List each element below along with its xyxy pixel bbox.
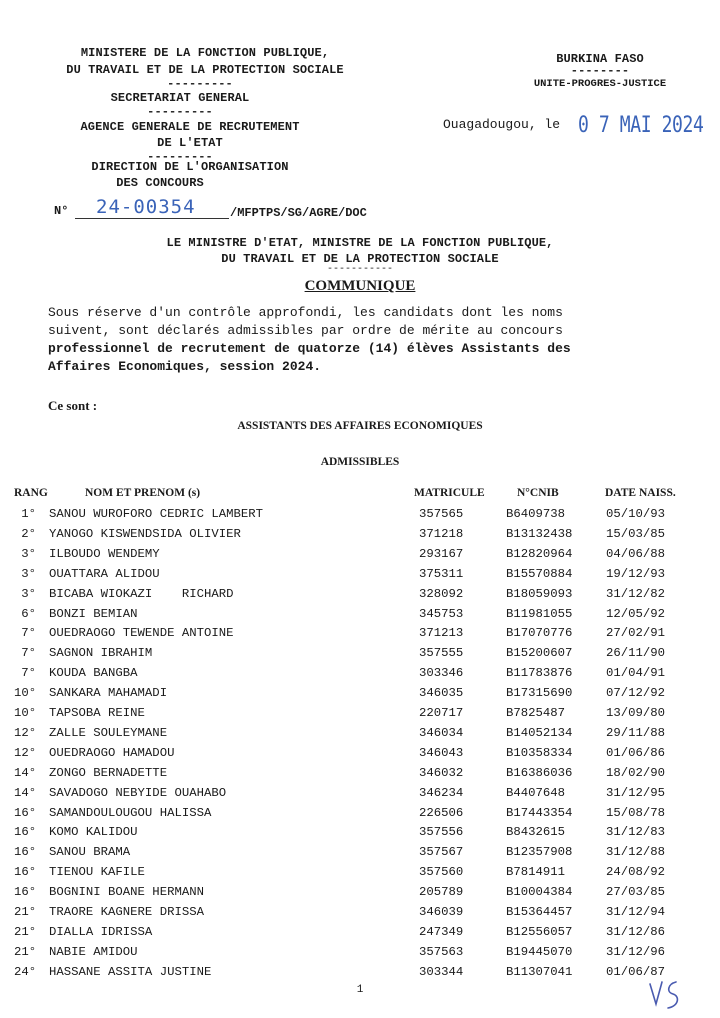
table-row — [0, 905, 720, 925]
rank-cell: 14° — [14, 785, 37, 800]
agency-line2: DE L'ETAT — [157, 136, 223, 150]
intro-line1: Sous réserve d'un contrôle approfondi, les candidats dont les noms — [48, 305, 563, 320]
rank-cell: 14° — [14, 765, 37, 780]
intro-line3: professionnel de recrutement de quatorze (14) élèves Assistants des — [48, 341, 571, 356]
name-cell: OUATTARA ALIDOU — [49, 566, 160, 581]
birth-date-cell: 29/11/88 — [606, 725, 666, 740]
rank-cell: 2° — [21, 526, 36, 541]
matricule-cell: 357560 — [419, 865, 464, 880]
place-prefix: Ouagadougou, le — [443, 117, 561, 132]
birth-date-cell: 31/12/95 — [606, 785, 666, 800]
matricule-cell: 357565 — [419, 507, 464, 521]
table-row — [0, 746, 720, 766]
matricule-cell: 346032 — [419, 765, 464, 780]
rank-cell: 16° — [14, 845, 37, 860]
page-number: 1 — [356, 984, 364, 996]
matricule-cell: 346234 — [419, 785, 464, 800]
table-row — [0, 786, 720, 806]
cnib-cell: B13132438 — [506, 526, 573, 541]
matricule-cell: 205789 — [419, 885, 464, 900]
birth-date-cell: 31/12/94 — [606, 905, 666, 919]
name-cell: OUEDRAOGO HAMADOU — [49, 745, 175, 760]
table-row — [0, 686, 720, 706]
intro-line2: suivent, sont déclarés admissibles par ordre de mérite au concours — [48, 323, 563, 338]
table-row — [0, 766, 720, 786]
cnib-cell: B10358334 — [506, 745, 573, 760]
cnib-cell: B12820964 — [506, 546, 573, 561]
name-cell: YANOGO KISWENDSIDA OLIVIER — [49, 526, 241, 541]
birth-date-cell: 24/08/92 — [606, 865, 666, 880]
separator: --------- — [147, 105, 213, 119]
rank-cell: 21° — [14, 905, 37, 919]
direction-line2: DES CONCOURS — [116, 176, 204, 190]
intro-line4: Affaires Economiques, session 2024. — [48, 359, 322, 374]
minister-line2: DU TRAVAIL ET DE LA PROTECTION SOCIALE — [221, 252, 499, 266]
cnib-cell: B6409738 — [506, 507, 566, 521]
birth-date-cell: 01/06/86 — [606, 745, 666, 760]
table-row — [0, 527, 720, 547]
matricule-cell: 220717 — [419, 706, 464, 720]
matricule-cell: 346035 — [419, 686, 464, 701]
name-cell: NABIE AMIDOU — [49, 944, 138, 959]
column-header-date: DATE NAISS. — [605, 487, 676, 499]
birth-date-cell: 04/06/88 — [606, 546, 666, 561]
cnib-cell: B7814911 — [506, 865, 566, 880]
table-row — [0, 945, 720, 965]
cnib-cell: B12556057 — [506, 924, 573, 939]
name-cell: ZONGO BERNADETTE — [49, 765, 168, 780]
matricule-cell: 328092 — [419, 586, 464, 601]
name-cell: OUEDRAOGO TEWENDE ANTOINE — [49, 626, 234, 641]
date-stamp: 0 7 MAI 2024 — [578, 113, 704, 138]
table-row — [0, 666, 720, 686]
matricule-cell: 371218 — [419, 526, 464, 541]
table-row — [0, 726, 720, 746]
cnib-cell: B15570884 — [506, 566, 573, 581]
matricule-cell: 375311 — [419, 566, 464, 581]
column-header-cnib: N°CNIB — [517, 487, 559, 499]
section-title: ASSISTANTS DES AFFAIRES ECONOMIQUES — [237, 420, 483, 432]
matricule-cell: 371213 — [419, 626, 464, 641]
cnib-cell: B17070776 — [506, 626, 573, 641]
matricule-cell: 303344 — [419, 964, 464, 979]
cnib-cell: B11307041 — [506, 964, 573, 979]
matricule-cell: 346039 — [419, 905, 464, 919]
rank-cell: 16° — [14, 885, 37, 900]
country-motto: UNITE-PROGRES-JUSTICE — [533, 78, 667, 90]
reference-number-stamp: 24-00354 — [96, 196, 196, 218]
name-cell: SAVADOGO NEBYIDE OUAHABO — [49, 785, 227, 800]
cnib-cell: B18059093 — [506, 586, 573, 601]
table-row — [0, 965, 720, 985]
name-cell: BOGNINI BOANE HERMANN — [49, 885, 204, 900]
ministry-line1: MINISTERE DE LA FONCTION PUBLIQUE, — [80, 46, 330, 60]
table-row — [0, 865, 720, 885]
rank-cell: 16° — [14, 805, 37, 820]
separator: -------- — [570, 64, 630, 78]
name-cell: SANOU BRAMA — [49, 845, 131, 860]
birth-date-cell: 31/12/88 — [606, 845, 666, 860]
cnib-cell: B8432615 — [506, 825, 566, 840]
rank-cell: 21° — [14, 944, 37, 959]
ce-sont-label: Ce sont : — [48, 398, 98, 413]
birth-date-cell: 01/06/87 — [606, 964, 666, 979]
table-row — [0, 925, 720, 945]
rank-cell: 24° — [14, 964, 37, 979]
cnib-cell: B11981055 — [506, 606, 573, 621]
birth-date-cell: 07/12/92 — [606, 686, 666, 701]
name-cell: ZALLE SOULEYMANE — [49, 725, 168, 740]
rank-cell: 10° — [14, 686, 37, 701]
name-cell: SANKARA MAHAMADI — [49, 686, 168, 701]
name-cell: TRAORE KAGNERE DRISSA — [49, 905, 204, 919]
agency-line1: AGENCE GENERALE DE RECRUTEMENT — [80, 120, 300, 134]
name-cell: SANOU WUROFORO CEDRIC LAMBERT — [49, 507, 264, 521]
table-row — [0, 885, 720, 905]
column-header-matricule: MATRICULE — [414, 487, 485, 499]
table-row — [0, 825, 720, 845]
cnib-cell: B17315690 — [506, 686, 573, 701]
document-title: COMMUNIQUE — [304, 278, 416, 294]
separator: --------- — [147, 150, 213, 164]
column-header-rank: RANG — [14, 487, 48, 499]
birth-date-cell: 26/11/90 — [606, 646, 666, 661]
matricule-cell: 346043 — [419, 745, 464, 760]
name-cell: KOMO KALIDOU — [49, 825, 138, 840]
matricule-cell: 357555 — [419, 646, 464, 661]
matricule-cell: 293167 — [419, 546, 464, 561]
rank-cell: 3° — [21, 586, 36, 601]
birth-date-cell: 27/03/85 — [606, 885, 666, 900]
cnib-cell: B14052134 — [506, 725, 573, 740]
matricule-cell: 226506 — [419, 805, 464, 820]
birth-date-cell: 31/12/96 — [606, 944, 666, 959]
country-name: BURKINA FASO — [556, 52, 644, 66]
reference-underline — [75, 218, 229, 219]
rank-cell: 6° — [21, 606, 36, 621]
ministry-line2: DU TRAVAIL ET DE LA PROTECTION SOCIALE — [66, 63, 344, 77]
rank-cell: 1° — [21, 507, 36, 521]
matricule-cell: 247349 — [419, 924, 464, 939]
column-header-name: NOM ET PRENOM (s) — [85, 487, 201, 499]
table-row — [0, 806, 720, 826]
rank-cell: 7° — [21, 646, 36, 661]
birth-date-cell: 19/12/93 — [606, 566, 666, 581]
table-row — [0, 646, 720, 666]
name-cell: BONZI BEMIAN — [49, 606, 138, 621]
cnib-cell: B12357908 — [506, 845, 573, 860]
matricule-cell: 303346 — [419, 666, 464, 681]
matricule-cell: 346034 — [419, 725, 464, 740]
direction-line1: DIRECTION DE L'ORGANISATION — [91, 160, 289, 174]
name-cell: HASSANE ASSITA JUSTINE — [49, 964, 212, 979]
cnib-cell: B15200607 — [506, 646, 573, 661]
name-cell: KOUDA BANGBA — [49, 666, 138, 681]
cnib-cell: B17443354 — [506, 805, 573, 820]
reference-prefix: N° — [54, 204, 69, 218]
secretariat-general: SECRETARIAT GENERAL — [110, 91, 250, 105]
birth-date-cell: 31/12/83 — [606, 825, 666, 840]
birth-date-cell: 27/02/91 — [606, 626, 666, 641]
table-row — [0, 607, 720, 627]
matricule-cell: 357563 — [419, 944, 464, 959]
name-cell: SAMANDOULOUGOU HALISSA — [49, 805, 212, 820]
rank-cell: 12° — [14, 745, 37, 760]
separator: ----------- — [326, 264, 393, 275]
rank-cell: 10° — [14, 706, 37, 720]
handwritten-initials — [646, 976, 686, 1012]
birth-date-cell: 15/03/85 — [606, 526, 666, 541]
matricule-cell: 345753 — [419, 606, 464, 621]
birth-date-cell: 01/04/91 — [606, 666, 666, 681]
cnib-cell: B7825487 — [506, 706, 566, 720]
rank-cell: 12° — [14, 725, 37, 740]
cnib-cell: B11783876 — [506, 666, 573, 681]
name-cell: BICABA WIOKAZI RICHARD — [49, 586, 234, 601]
table-row — [0, 547, 720, 567]
birth-date-cell: 31/12/86 — [606, 924, 666, 939]
rank-cell: 3° — [21, 566, 36, 581]
cnib-cell: B10004384 — [506, 885, 573, 900]
birth-date-cell: 13/09/80 — [606, 706, 666, 720]
matricule-cell: 357556 — [419, 825, 464, 840]
birth-date-cell: 15/08/78 — [606, 805, 666, 820]
cnib-cell: B16386036 — [506, 765, 573, 780]
rank-cell: 21° — [14, 924, 37, 939]
matricule-cell: 357567 — [419, 845, 464, 860]
table-row — [0, 567, 720, 587]
rank-cell: 16° — [14, 825, 37, 840]
rank-cell: 7° — [21, 666, 36, 681]
birth-date-cell: 05/10/93 — [606, 507, 666, 521]
minister-line1: LE MINISTRE D'ETAT, MINISTRE DE LA FONCTION PUBLIQUE, — [166, 236, 554, 250]
section-subtitle: ADMISSIBLES — [320, 456, 400, 468]
birth-date-cell: 31/12/82 — [606, 586, 666, 601]
table-row — [0, 706, 720, 726]
rank-cell: 3° — [21, 546, 36, 561]
reference-suffix: /MFPTPS/SG/AGRE/DOC — [230, 206, 367, 220]
name-cell: ILBOUDO WENDEMY — [49, 546, 160, 561]
table-row — [0, 845, 720, 865]
name-cell: TAPSOBA REINE — [49, 706, 145, 720]
table-row — [0, 626, 720, 646]
table-row — [0, 587, 720, 607]
cnib-cell: B15364457 — [506, 905, 573, 919]
name-cell: SAGNON IBRAHIM — [49, 646, 153, 661]
cnib-cell: B4407648 — [506, 785, 566, 800]
table-row — [0, 507, 720, 527]
rank-cell: 16° — [14, 865, 37, 880]
birth-date-cell: 18/02/90 — [606, 765, 666, 780]
cnib-cell: B19445070 — [506, 944, 573, 959]
birth-date-cell: 12/05/92 — [606, 606, 666, 621]
separator: --------- — [167, 77, 233, 91]
rank-cell: 7° — [21, 626, 36, 641]
name-cell: DIALLA IDRISSA — [49, 924, 153, 939]
name-cell: TIENOU KAFILE — [49, 865, 145, 880]
